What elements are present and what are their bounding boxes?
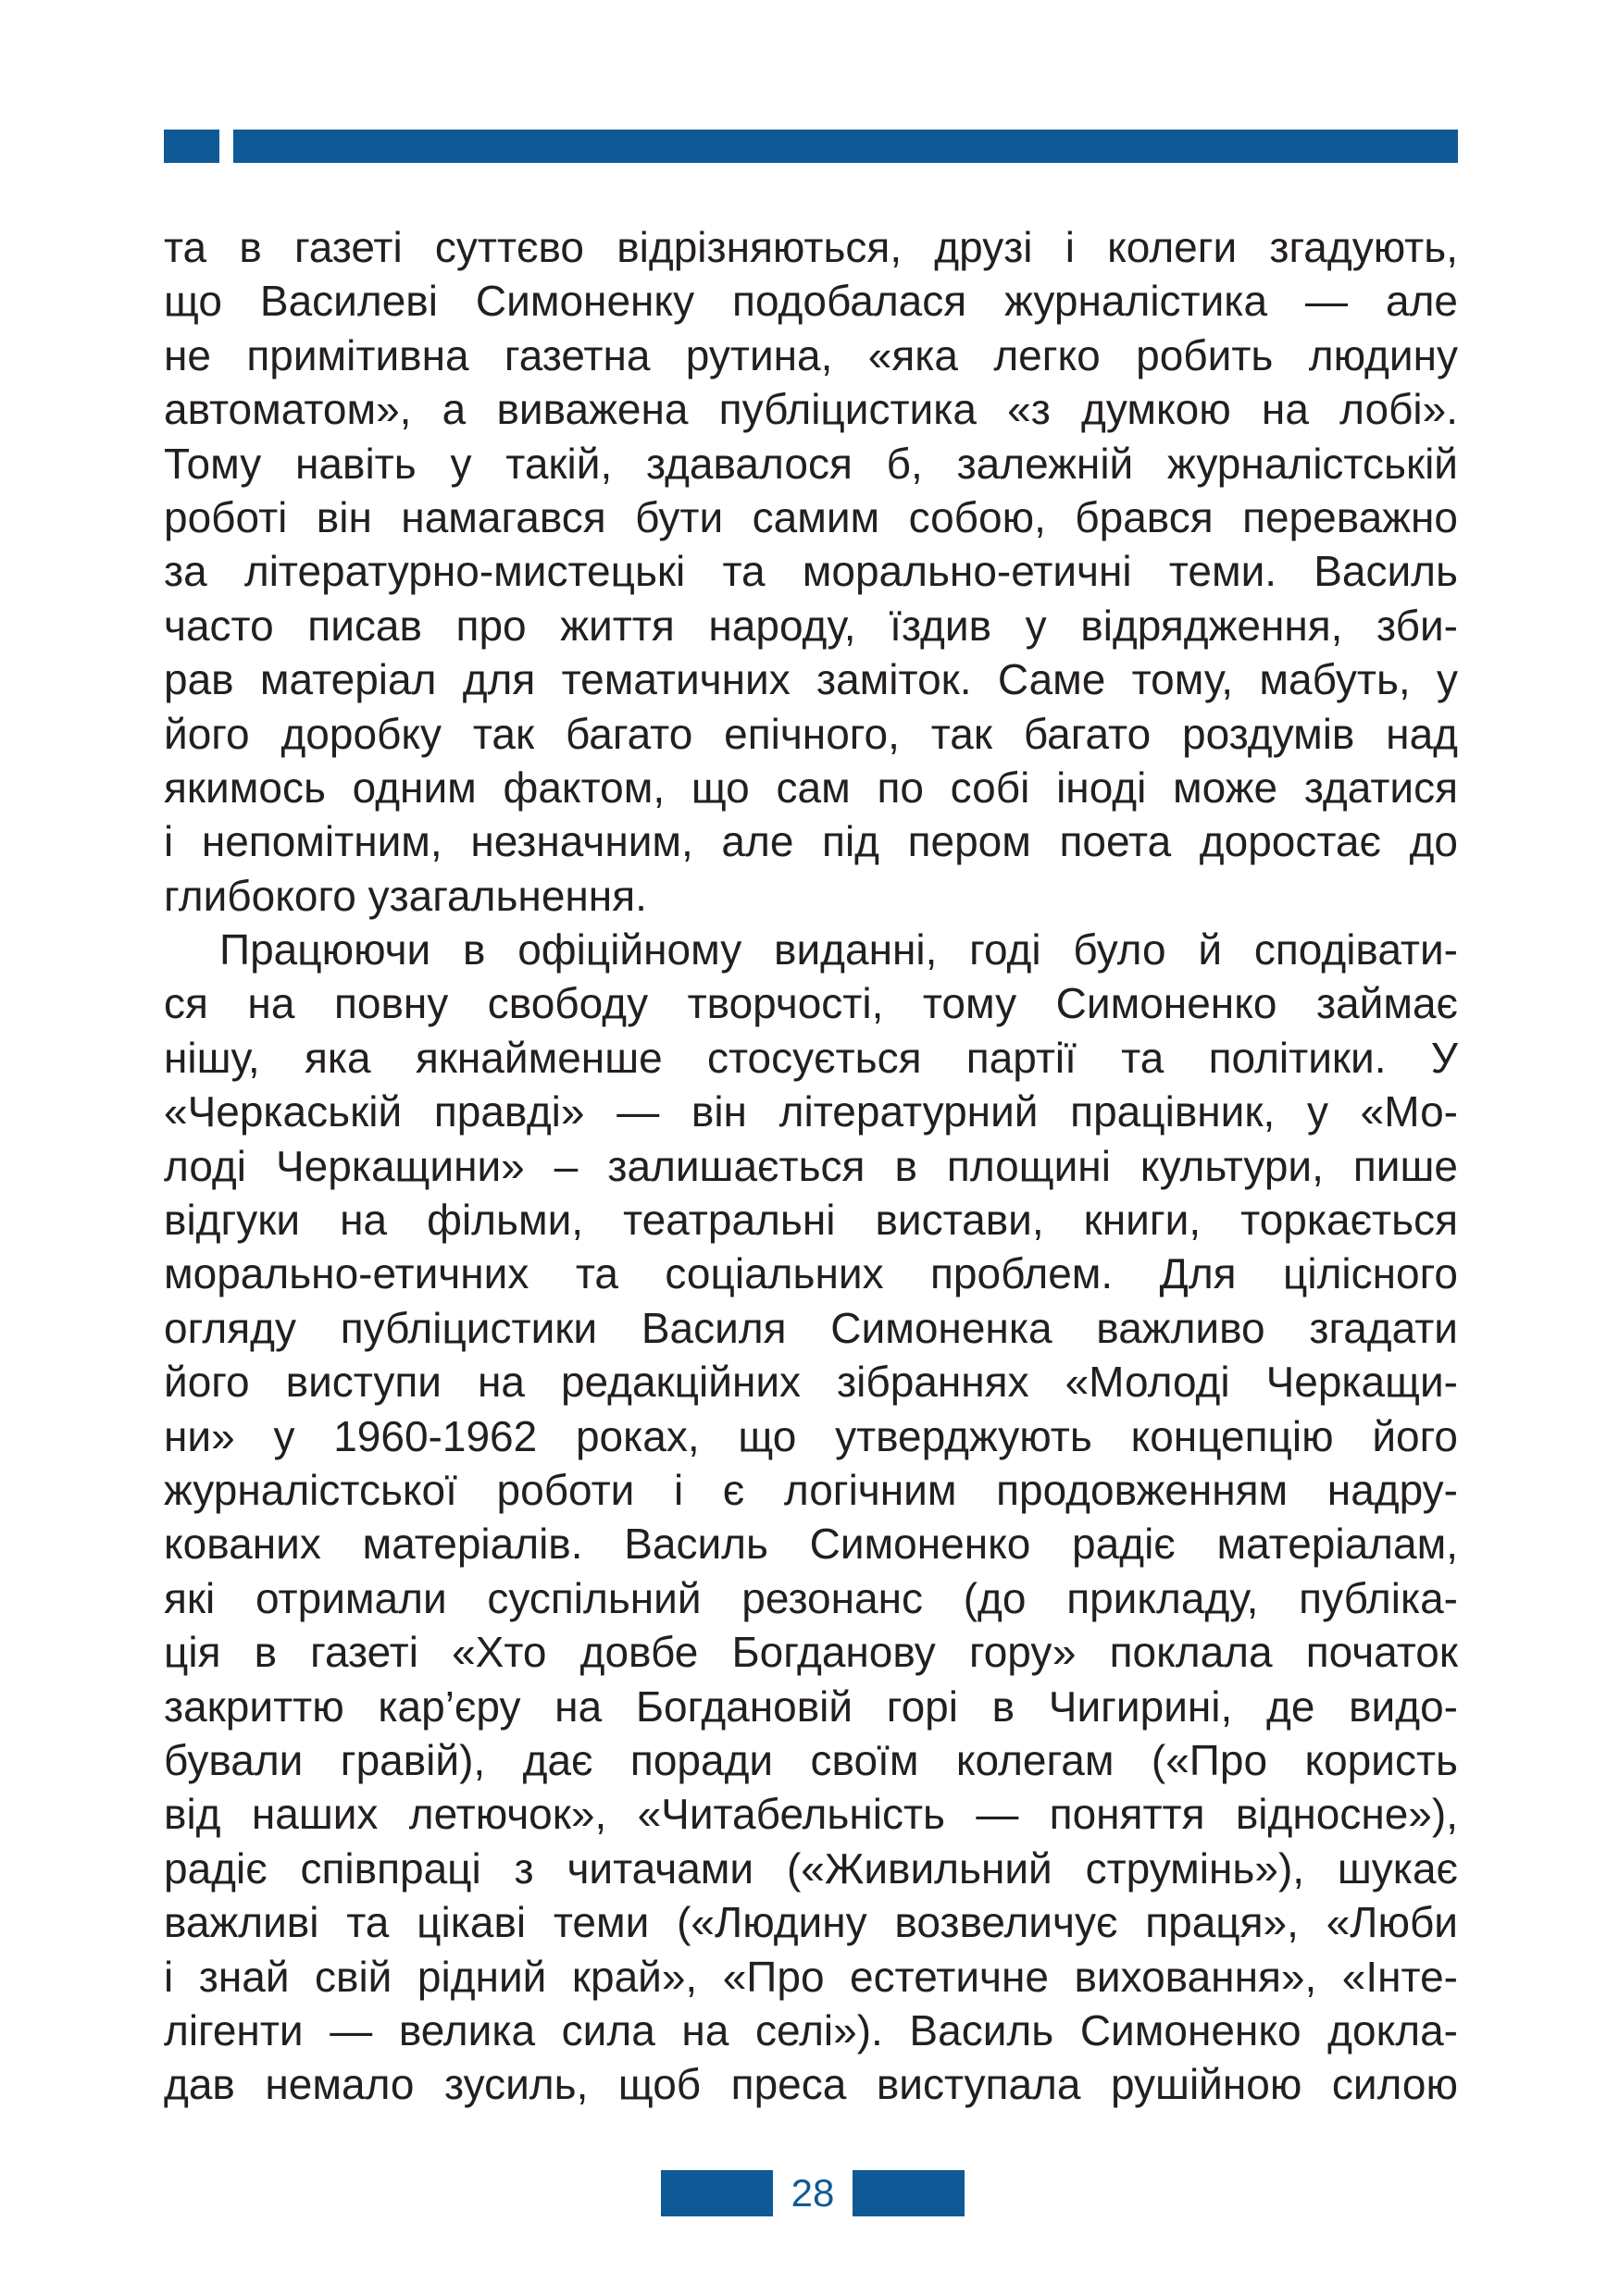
text-line: його виступи на редакційних зібраннях «Молоді Черкащи- [164,1358,1458,1407]
text-line: лоді Черкащини» – залишається в площині культури, пише [164,1141,1458,1190]
text-line: глибокого узагальнення. [164,871,647,920]
text-line: Працюючи в офіційному виданні, годі було й сподівати- [219,925,1458,974]
text-line: «Черкаській правді» — він літературний працівник, у «Мо- [164,1087,1458,1136]
text-line: за літературно-мистецькі та морально-етичні теми. Василь [164,547,1458,596]
text-line: і знай свій рідний край», «Про естетичне виховання», «Інте- [164,1952,1458,2001]
text-line: його доробку так багато епічного, так багато роздумів над [164,709,1458,758]
header-decor-bar-long [233,130,1458,163]
page-number: 28 [791,2171,835,2215]
text-line: що Василеві Симоненку подобалася журналістика — але [164,277,1458,326]
footer-decor-bar-right [853,2170,965,2216]
text-line: радіє співпраці з читачами («Живильний струмінь»), шукає [164,1843,1458,1893]
text-line: не примітивна газетна рутина, «яка легко робить людину [164,330,1458,379]
text-line: ція в газеті «Хто довбе Богданову гору» поклала початок [164,1628,1458,1677]
text-line: лігенти — велика сила на селі»). Василь Симоненко доклa- [164,2005,1458,2054]
text-line: бували гравій), дає поради своїм колегам («Про користь [164,1735,1458,1784]
text-line: кованих матеріалів. Василь Симоненко радіє матеріалам, [164,1520,1458,1569]
text-line: якимось одним фактом, що сам по собі іноді може здатися [164,763,1458,812]
text-line: відгуки на фільми, театральні вистави, книги, торкається [164,1196,1458,1245]
paragraph-1 [164,220,1458,923]
text-line: і непомітним, незначним, але під пером поета доростає до [164,817,1458,866]
text-line: морально-етичних та соціальних проблем. Для цілісного [164,1249,1458,1298]
text-line: які отримали суспільний резонанс (до прикладу, публіка- [164,1573,1458,1622]
text-line: часто писав про життя народу, їздив у відрядження, зби- [164,601,1458,650]
paragraph-2 [164,923,1458,2112]
text-line: роботі він намагався бути самим собою, брався переважно [164,492,1458,541]
text-line: нішу, яка якнайменше стосується партії та політики. У [164,1033,1458,1082]
text-line: дав немало зусиль, щоб преса виступала рушійною силою [164,2060,1458,2109]
text-line: ся на повну свободу творчості, тому Симоненко займає [164,979,1458,1028]
text-line: важливі та цікаві теми («Людину возвеличує праця», «Люби [164,1898,1458,1947]
text-line: Тому навіть у такій, здавалося б, залежній журналістській [164,439,1458,488]
text-line: журналістської роботи і є логічним продовженням надру- [164,1465,1458,1514]
text-line: та в газеті суттєво відрізняються, друзі і колеги згадують, [164,223,1458,271]
footer-decor-bar-left [661,2170,773,2216]
text-line: рав матеріал для тематичних заміток. Саме тому, мабуть, у [164,655,1458,704]
text-line: від наших летючок», «Читабельність — поняття відносне»), [164,1790,1458,1839]
body-text [164,220,1458,2112]
text-line: автоматом», а виважена публіцистика «з думкою на лобі». [164,385,1458,434]
header-decor-bar-small [164,130,219,163]
text-line: ни» у 1960-1962 роках, що утверджують концепцію його [164,1411,1458,1460]
text-line: огляду публіцистики Василя Симоненка важливо згадати [164,1303,1458,1352]
text-line: закриттю кар’єру на Богдановій горі в Чигирині, де видо- [164,1682,1458,1731]
